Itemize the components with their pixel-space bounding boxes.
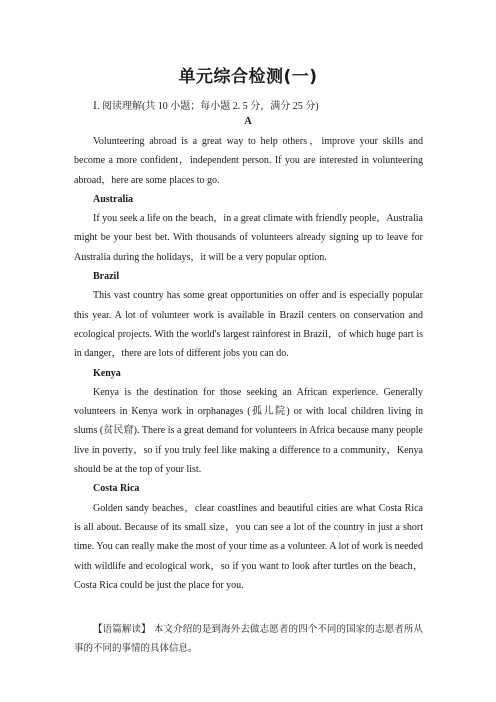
section-title-australia: Australia (93, 193, 133, 205)
section-title-kenya: Kenya (93, 367, 121, 379)
section-title-brazil: Brazil (93, 271, 120, 283)
section-text-australia: If you seek a life on the beach，in a great climate with friendly people，Australia might be your best bet. With thousands of volunteers already signing up to leave for Australia during the holidays，it will be a very popular option. (74, 213, 423, 263)
part-heading: Ⅰ. 阅读理解(共 10 小题；每小题 2. 5 分，满分 25 分) (93, 101, 319, 112)
page-title: 单元综合检测(一) (178, 67, 318, 87)
section-text-kenya: Kenya is the destination for those seeking an African experience. Generally volunteers in Kenya work in orphanages (孤儿院) or with local children living in slums (贫民窟). There is a great demand for volunteers in Africa because many people live in poverty，so if you truly feel like making a difference to a community，Kenya should be at the top of your list. (74, 386, 423, 476)
note-label: 【语篇解读】 (93, 624, 151, 635)
passage-body (74, 132, 423, 595)
section-title-costa-rica: Costa Rica (93, 483, 140, 495)
intro-paragraph: Volunteering abroad is a great way to help others，improve your skills and become a more confident，independent person. If you are interested in volunteering abroad，here are some places to go. (74, 136, 423, 186)
section-text-brazil: This vast country has some great opportunities on offer and is especially popular this year. A lot of volunteer work is available in Brazil centers on conservation and ecological projects. With the world's largest rainforest in Brazil，of which huge part is in danger，there are lots of different jobs you can do. (74, 290, 423, 360)
section-text-costa-rica: Golden sandy beaches，clear coastlines and beautiful cities are what Costa Rica is all about. Because of its small size，you can see a lot of the country in just a short time. You can really make the most of your time as a volunteer. A lot of work is needed with wildlife and ecological work，so if you want to look after turtles on the beach，Costa Rica could be just the place for you. (74, 502, 423, 591)
note-text: 本文介绍的是到海外去做志愿者的四个不同的国家的志愿者所从事的不同的事情的具体信息。 (74, 624, 423, 654)
passage-note (74, 620, 423, 658)
passage-letter: A (244, 116, 252, 127)
